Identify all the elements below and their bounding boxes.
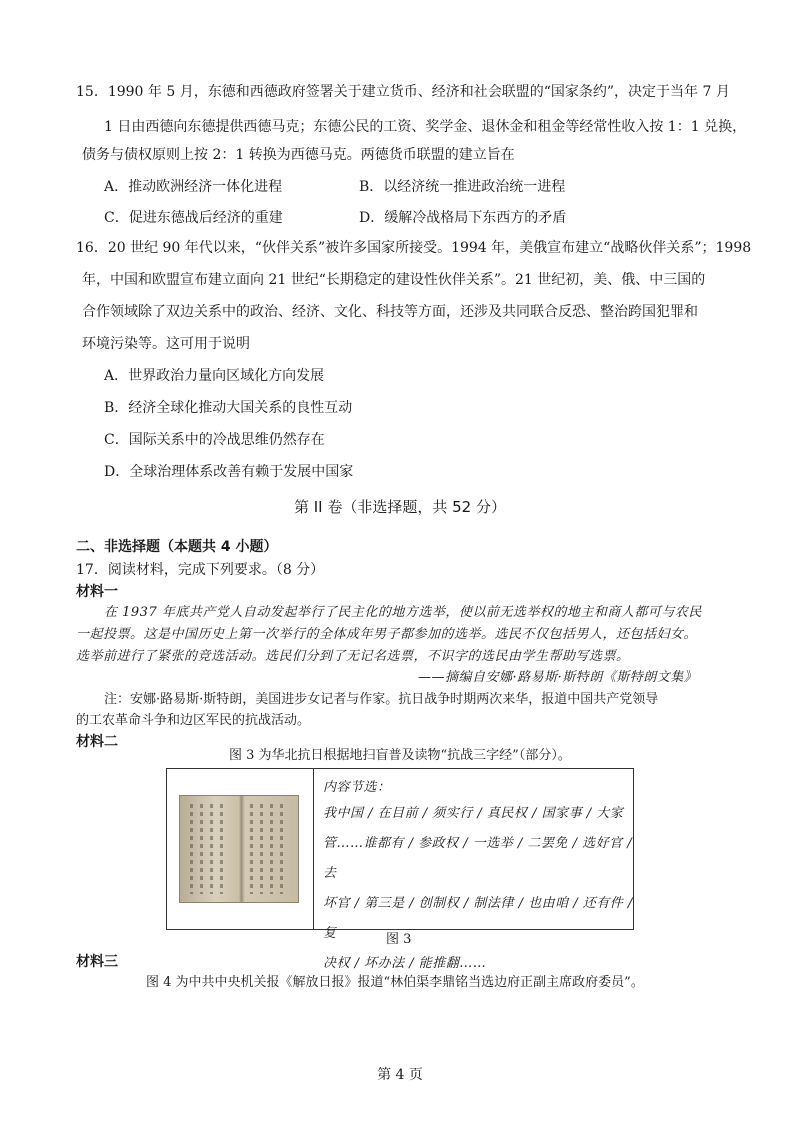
excerpt-line4: 决权 / 坏办法 / 能推翻…… — [323, 956, 487, 971]
primer-book-photo — [179, 795, 299, 903]
q16-option-d: D．全球治理体系改善有赖于发展中国家 — [104, 464, 354, 480]
excerpt-line3: 坏官 / 第三是 / 创制权 / 制法律 / 也由咱 / 还有件 / 复 — [323, 896, 633, 941]
excerpt-line2: 管……谁都有 / 参政权 / 一选举 / 二罢免 / 选好官 / 去 — [323, 836, 633, 881]
note-line2: 的工农革命斗争和边区军民的抗战活动。 — [76, 713, 311, 728]
figure-divider — [313, 769, 314, 929]
figure-3-caption: 图 3 为华北抗日根据地扫盲普及读物“抗战三字经”（部分）。 — [229, 748, 571, 763]
material-1-label: 材料一 — [76, 584, 118, 600]
material-1-line3: 选举前进行了紧张的竞选活动。选民们分到了无记名选票，不识字的选民由学生帮助写选票。 — [76, 649, 630, 664]
q15-option-d: D．缓解冷战格局下东西方的矛盾 — [359, 210, 567, 226]
material-3-label: 材料三 — [76, 954, 118, 970]
q17-prompt: 17．阅读材料，完成下列要求。（8 分） — [76, 562, 325, 578]
material-1-line1: 在 1937 年底共产党人自动发起举行了民主化的地方选举，使以前无选举权的地主和商人都可与农民 — [104, 605, 702, 620]
section-title: 第 II 卷（非选择题，共 52 分） — [293, 498, 506, 516]
material-1-source: ——摘编自安娜·路易斯·斯特朗《斯特朗文集》 — [418, 670, 698, 685]
figure-excerpt — [323, 777, 633, 979]
q16-line4: 环境污染等。这可用于说明 — [82, 336, 250, 352]
excerpt-title: 内容节选： — [323, 780, 391, 795]
material-1-line2: 一起投票。这是中国历史上第一次举行的全体成年男子都参加的选举。选民不仅包括男人，还包括妇女。 — [76, 627, 698, 642]
note-line1: 注：安娜·路易斯·斯特朗，美国进步女记者与作家。抗日战争时期两次来华，报道中国共产党领导 — [104, 692, 659, 707]
q16-option-a: A．世界政治力量向区域化方向发展 — [104, 368, 325, 384]
figure-3-label: 图 3 — [386, 932, 412, 947]
q15-option-c: C．促进东德战后经济的重建 — [104, 210, 283, 226]
q15-line2: 1 日由西德向东德提供西德马克；东德公民的工资、奖学金、退休金和租金等经常性收入按 1：1 兑换， — [104, 119, 747, 135]
q15-line1: 15．1990 年 5 月，东德和西德政府签署关于建立货币、经济和社会联盟的“国家条约”，决定于当年 7 月 — [76, 84, 730, 100]
q16-option-b: B．经济全球化推动大国关系的良性互动 — [104, 400, 353, 416]
material-2-label: 材料二 — [76, 734, 118, 750]
q16-line3: 合作领域除了双边关系中的政治、经济、文化、科技等方面，还涉及共同联合反恐、整治跨国犯罪和 — [82, 304, 698, 320]
page-number: 第 4 页 — [377, 1067, 423, 1083]
excerpt-line1: 我中国 / 在目前 / 须实行 / 真民权 / 国家事 / 大家 — [323, 806, 624, 821]
q15-option-a: A．推动欧洲经济一体化进程 — [104, 179, 283, 195]
q16-line2: 年，中国和欧盟宣布建立面向 21 世纪“长期稳定的建设性伙伴关系”。21 世纪初，美、俄、中三国的 — [82, 272, 706, 288]
q16-line1: 16．20 世纪 90 年代以来，“伙伴关系”被许多国家所接受。1994 年，美俄宣布建立“战略伙伴关系”；1998 — [76, 240, 752, 256]
q15-line3: 债务与债权原则上按 2：1 转换为西德马克。两德货币联盟的建立旨在 — [82, 147, 515, 163]
q16-option-c: C．国际关系中的冷战思维仍然存在 — [104, 432, 325, 448]
part-title: 二、非选择题（本题共 4 小题） — [76, 539, 278, 555]
material-3-line1: 图 4 为中共中央机关报《解放日报》报道“林伯渠李鼎铭当选边府正副主席政府委员”。 — [146, 975, 644, 990]
q15-option-b: B．以经济统一推进政治统一进程 — [359, 179, 566, 195]
